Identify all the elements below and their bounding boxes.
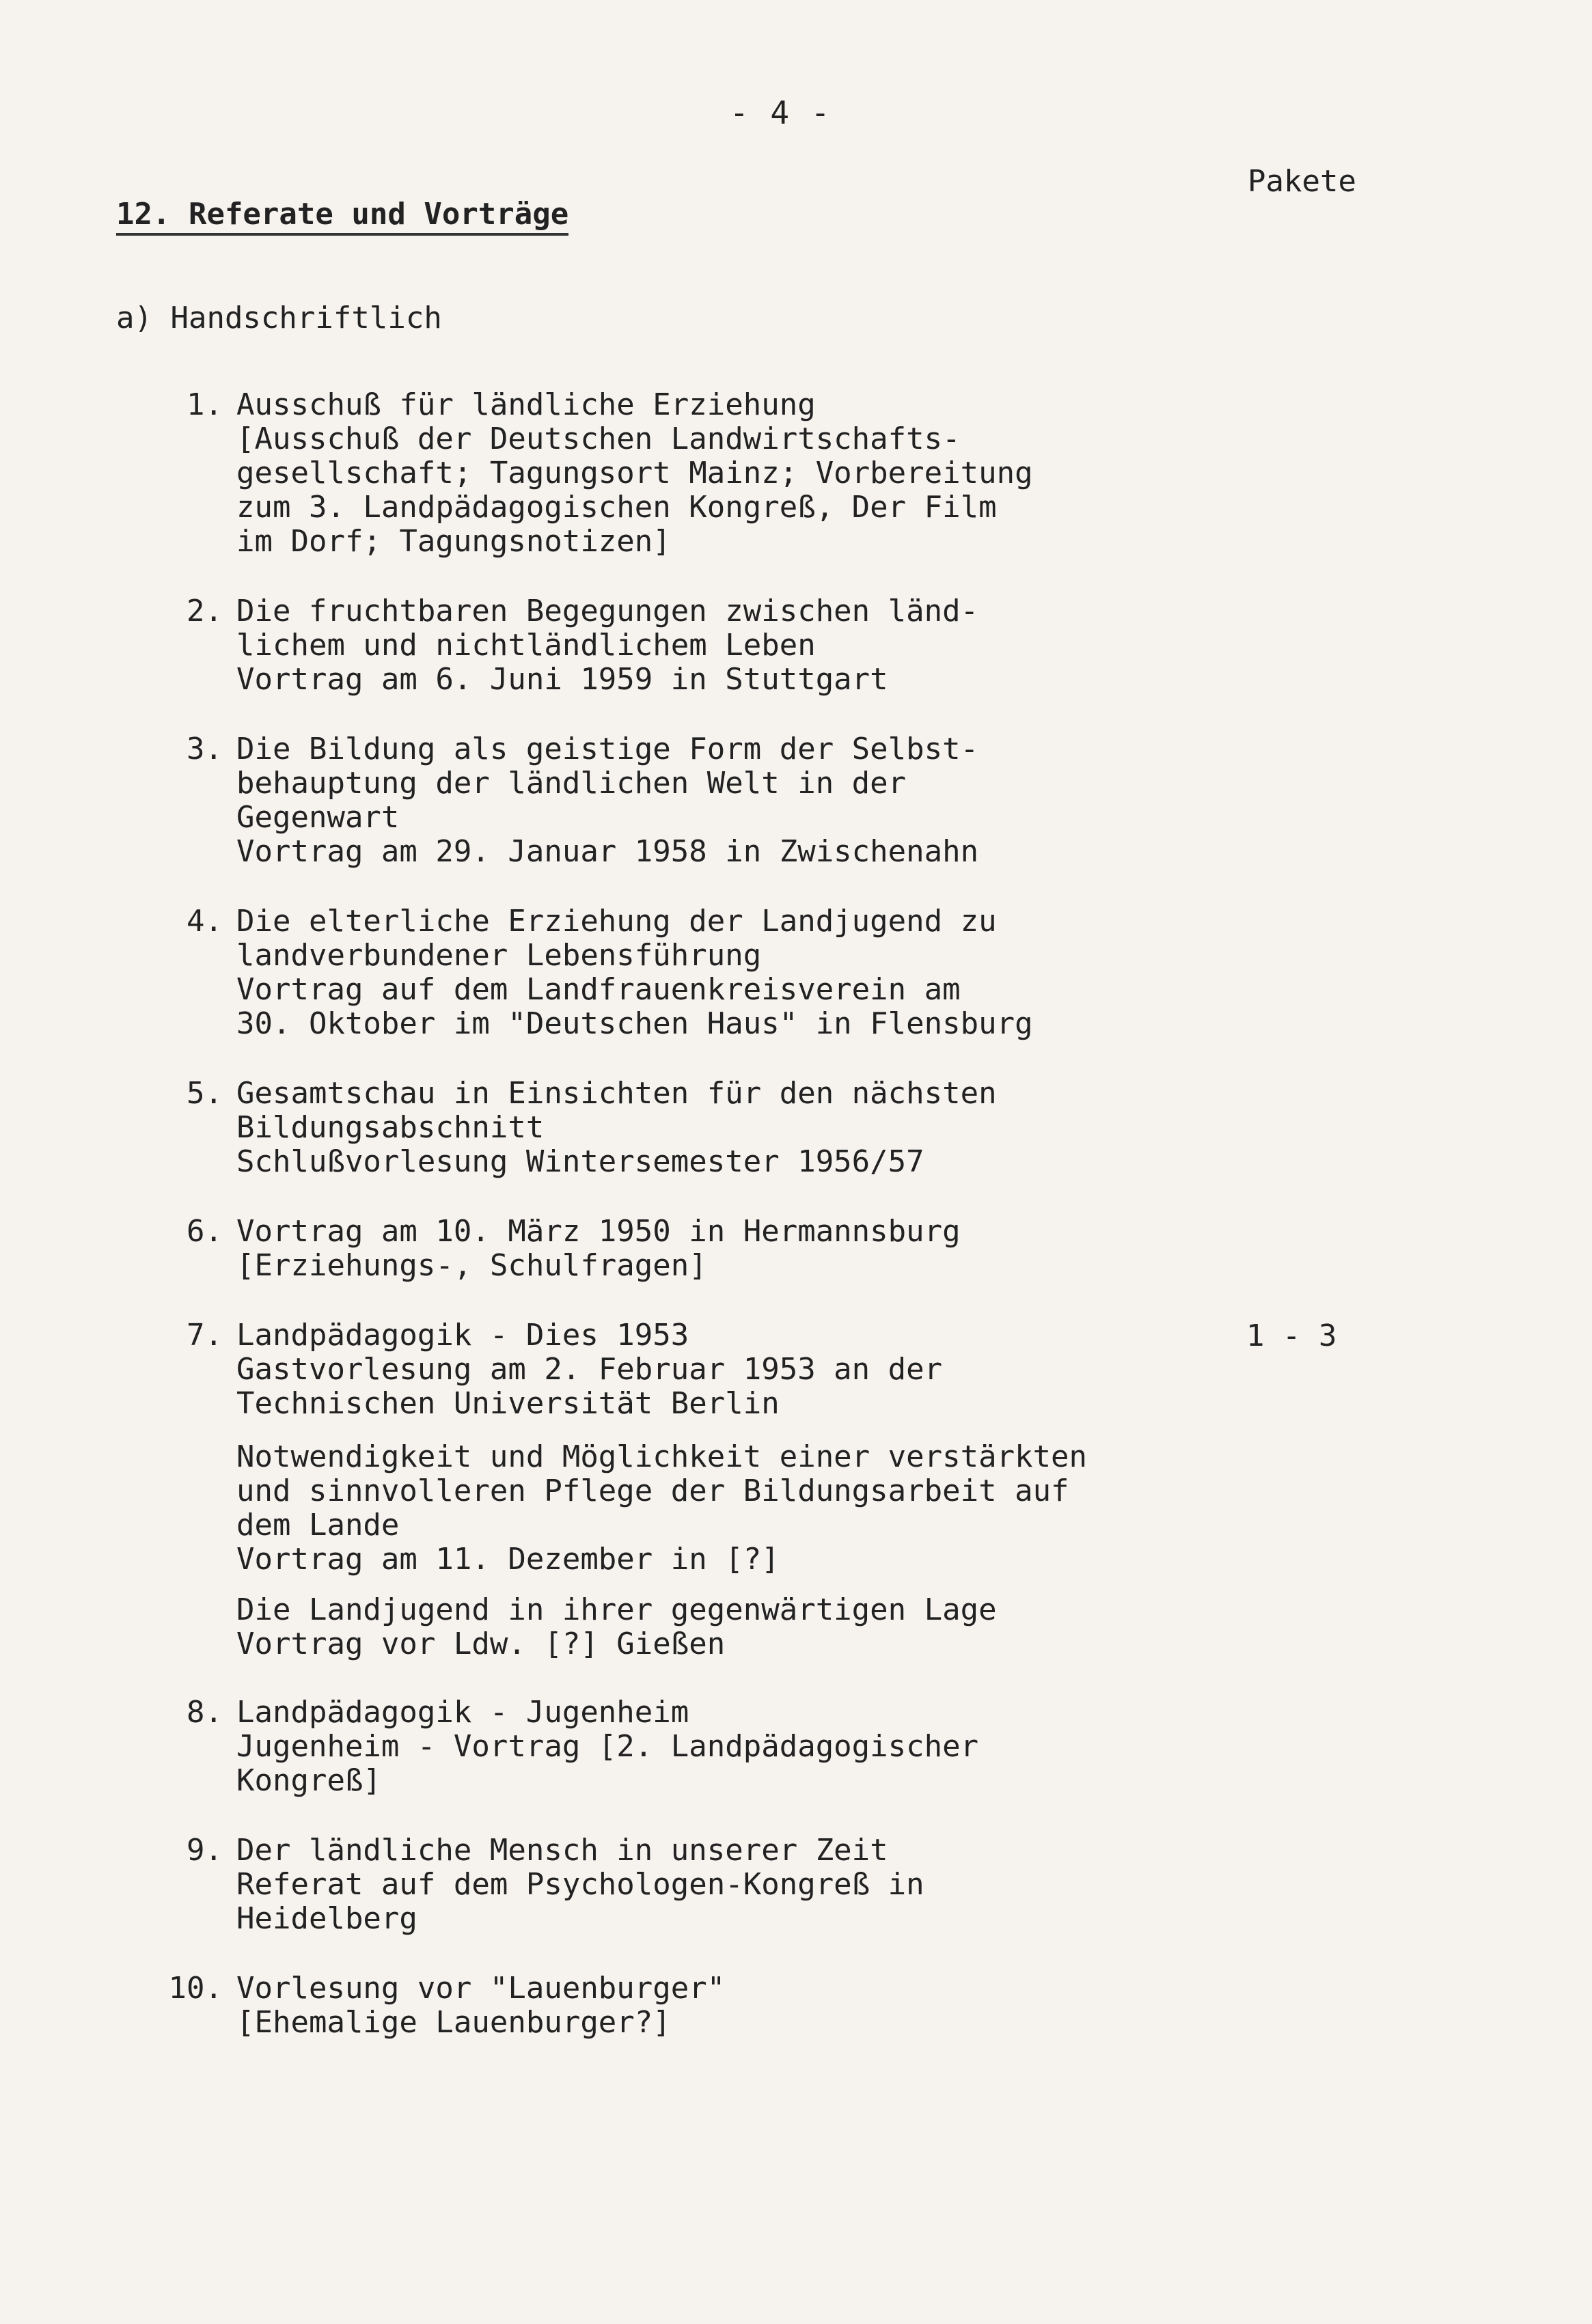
section-title: 12. Referate und Vorträge [116,197,568,236]
pakete-column-header: Pakete [1248,164,1356,199]
entry-line: Landpädagogik - Jugenheim [236,1695,689,1730]
entry-line: Ausschuß für ländliche Erziehung [236,387,816,422]
entry-line: 30. Oktober im "Deutschen Haus" in Flensburg [236,1006,1033,1041]
entry-line: im Dorf; Tagungsnotizen] [236,524,671,559]
entry-line: [Ausschuß der Deutschen Landwirtschafts- [236,421,961,456]
entry-line: Vortrag am 6. Juni 1959 in Stuttgart [236,662,888,697]
entry-line: lichem und nichtländlichem Leben [236,628,816,663]
subsection-title: a) Handschriftlich [116,301,442,335]
entry-line: Die elterliche Erziehung der Landjugend zu [236,904,997,939]
entry-number: 9. [187,1833,223,1868]
entry-line: Die Bildung als geistige Form der Selbst- [236,732,979,766]
entry-line: Gesamtschau in Einsichten für den nächsten [236,1076,997,1111]
entry-line: Technischen Universität Berlin [236,1386,780,1421]
entry-line: Schlußvorlesung Wintersemester 1956/57 [236,1144,924,1179]
page-number: - 4 - [730,94,832,131]
entry-line: Vortrag vor Ldw. [?] Gießen [236,1627,726,1661]
entry-line: Notwendigkeit und Möglichkeit einer verstärkten [236,1439,1088,1474]
entry-line: Jugenheim - Vortrag [2. Landpädagogischer [236,1729,979,1764]
entry-number: 2. [187,594,223,628]
entry-line: landverbundener Lebensführung [236,938,762,973]
entry-number: 7. [187,1318,223,1353]
entry-line: Bildungsabschnitt [236,1110,545,1145]
entry-line: Gastvorlesung am 2. Februar 1953 an der [236,1352,943,1387]
entry-line: Vortrag am 10. März 1950 in Hermannsburg [236,1214,961,1249]
entry-line: Kongreß] [236,1763,381,1798]
entry-number: 3. [187,732,223,766]
entry-number: 4. [187,904,223,939]
entry-line: dem Lande [236,1508,400,1543]
entry-line: Die Landjugend in ihrer gegenwärtigen Lage [236,1592,997,1627]
entry-line: Referat auf dem Psychologen-Kongreß in [236,1867,924,1902]
entry-number: 5. [187,1076,223,1111]
entry-line: Heidelberg [236,1901,417,1936]
entry-number: 10. [168,1971,223,2006]
entry-line: zum 3. Landpädagogischen Kongreß, Der Film [236,490,997,525]
entry-line: [Ehemalige Lauenburger?] [236,2005,671,2040]
entry-line: Gegenwart [236,800,400,835]
entry-number: 8. [187,1695,223,1730]
entry-line: Vortrag am 29. Januar 1958 in Zwischenahn [236,834,979,869]
entry-line: behauptung der ländlichen Welt in der [236,766,907,801]
pakete-range: 1 - 3 [1246,1318,1337,1353]
entry-line: gesellschaft; Tagungsort Mainz; Vorbereitung [236,456,1033,490]
entry-line: Vortrag am 11. Dezember in [?] [236,1542,780,1577]
entry-line: [Erziehungs-, Schulfragen] [236,1248,707,1283]
entry-line: Der ländliche Mensch in unserer Zeit [236,1833,888,1868]
entry-line: und sinnvolleren Pflege der Bildungsarbeit auf [236,1474,1069,1508]
entry-line: Vorlesung vor "Lauenburger" [236,1971,726,2006]
entry-line: Landpädagogik - Dies 1953 [236,1318,689,1353]
entry-line: Die fruchtbaren Begegungen zwischen länd- [236,594,979,628]
entry-number: 6. [187,1214,223,1249]
entry-number: 1. [187,387,223,422]
entry-line: Vortrag auf dem Landfrauenkreisverein am [236,972,961,1007]
